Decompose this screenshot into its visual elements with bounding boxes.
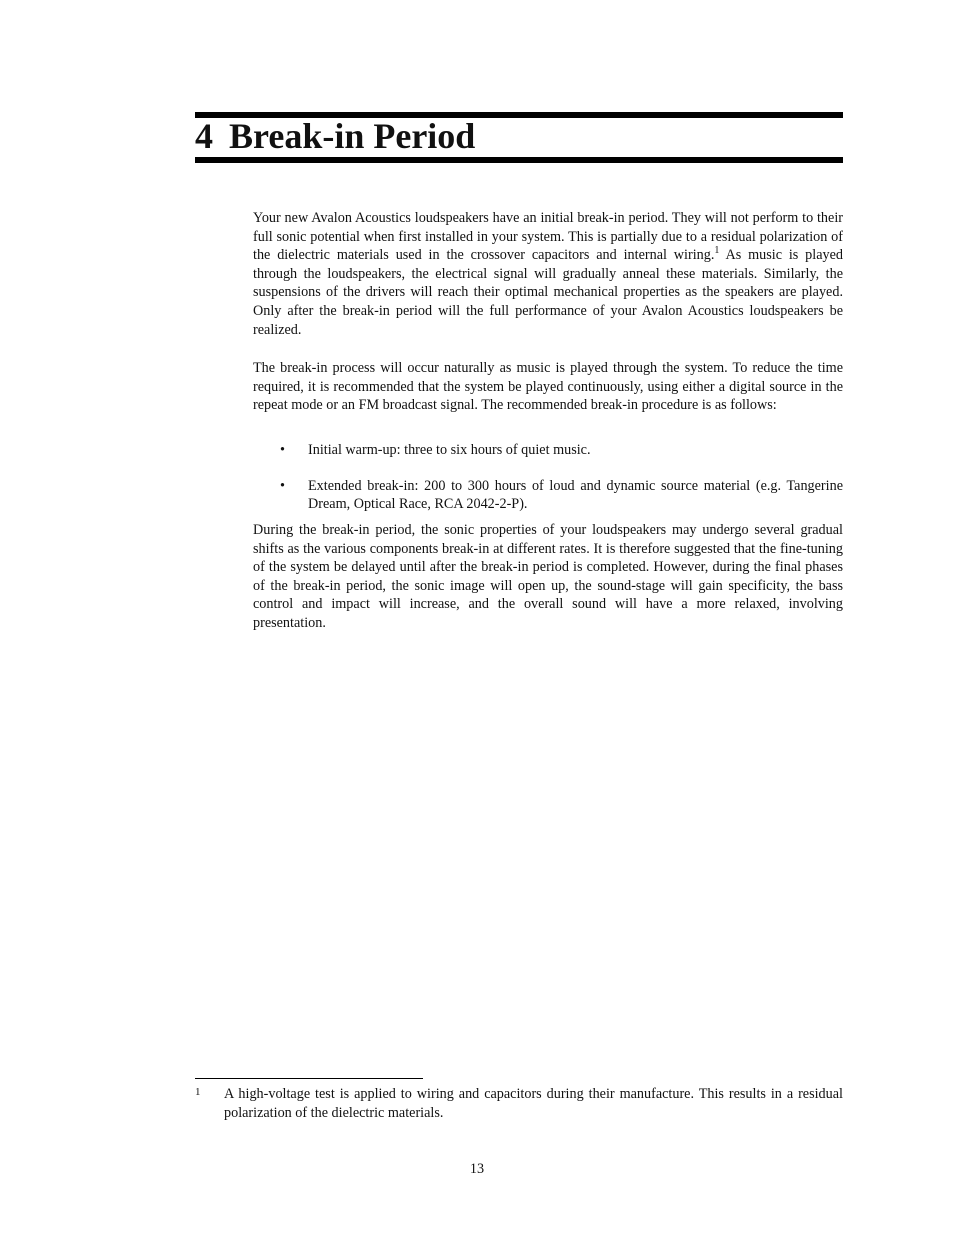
- intro-text-continued: As music is played through the loudspeakers, the electrical signal will gradually anneal these materials. Similarly, the suspensions of the drivers will reach their optimal mechanical properties as the speakers are played. Only after the break-in period will the full performance of your Avalon Acoustics loudspeakers be realized.: [253, 247, 843, 338]
- footnote-separator: [195, 1078, 423, 1079]
- paragraph-process: [253, 359, 843, 415]
- bullet-icon: •: [280, 477, 285, 494]
- page-number: 13: [469, 1161, 485, 1177]
- list-item-text: Initial warm-up: three to six hours of quiet music.: [308, 442, 591, 458]
- shifts-text: During the break-in period, the sonic properties of your loudspeakers may undergo several gradual shifts as the various components break-in at different rates. It is therefore suggested that the fine-tuning of the system be delayed until after the break-in period is completed. However, during the final phases of the break-in period, the sonic image will open up, the sound-stage will gain specificity, the bass control and impact will increase, and the overall sound will have a more relaxed, involving presentation.: [253, 522, 843, 631]
- list-item: [253, 441, 843, 460]
- footnote-mark: 1: [195, 1086, 201, 1098]
- procedure-list: [253, 441, 843, 514]
- process-text: The break-in process will occur naturally as music is played through the system. To reduce the time required, it is recommended that the system be played continuously, using either a digital source in the repeat mode or an FM broadcast signal. The recommended break-in procedure is as follows:: [253, 360, 843, 414]
- paragraph-intro: [253, 209, 843, 339]
- bullet-icon: •: [280, 442, 285, 458]
- footnote-text: A high-voltage test is applied to wiring and capacitors during their manufacture. This results in a residual polarization of the dielectric materials.: [224, 1086, 843, 1121]
- intro-text: Your new Avalon Acoustics loudspeakers have an initial break-in period. They will not perform to their full sonic potential when first installed in your system. This is partially due to a residual polarization of the dielectric materials used in the crossover capacitors and internal wiring.: [253, 210, 843, 264]
- paragraph-shifts: [253, 521, 843, 633]
- chapter-title: Break-in Period: [229, 116, 476, 156]
- chapter-heading: [195, 114, 475, 158]
- footnote: [195, 1085, 843, 1122]
- footnote-reference[interactable]: 1: [714, 245, 720, 257]
- list-item-text: Extended break-in: 200 to 300 hours of loud and dynamic source material (e.g. Tangerine Dream, Optical Race, RCA 2042-2-P).: [308, 477, 843, 513]
- heading-rule-bottom: [195, 157, 843, 163]
- chapter-number: 4: [195, 116, 213, 156]
- list-item: [253, 477, 843, 514]
